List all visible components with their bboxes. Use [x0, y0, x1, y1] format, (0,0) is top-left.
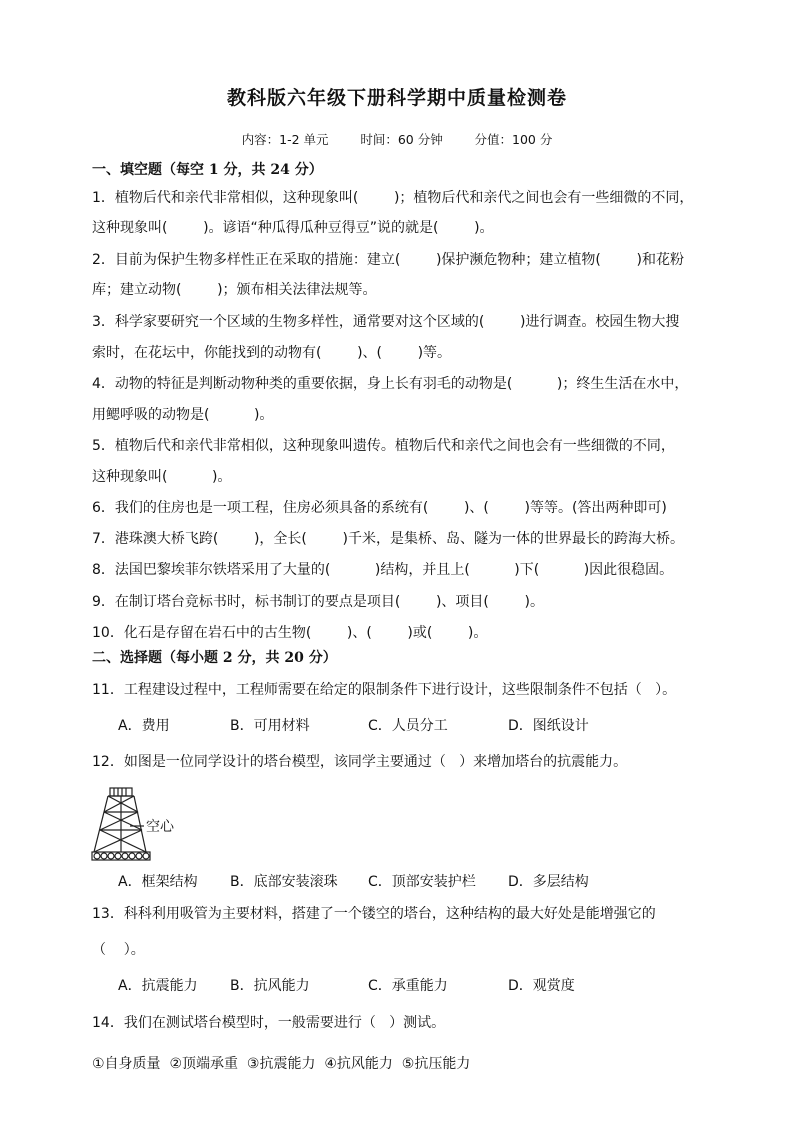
question-14-items: ①自身质量 ②顶端承重 ③抗震能力 ④抗风能力 ⑤抗压能力 — [92, 1056, 471, 1072]
q13-option-b: B．抗风能力 — [230, 978, 310, 994]
question-11: 11．工程建设过程中，工程师需要在给定的限制条件下进行设计，这些限制条件不包括（ ）。 — [92, 682, 677, 698]
question-4-line2: 用鳃呼吸的动物是( )。 — [92, 407, 274, 423]
question-8: 8．法国巴黎埃菲尔铁塔采用了大量的( )结构，并且上( )下( )因此很稳固。 — [92, 562, 674, 578]
question-2-line1: 2．目前为保护生物多样性正在采取的措施：建立( )保护濒危物种；建立植物( )和花粉 — [92, 252, 684, 268]
question-2-line2: 库；建立动物( )；颁布相关法律法规等。 — [92, 282, 377, 298]
figure-label: 空心 — [146, 819, 174, 835]
question-14: 14．我们在测试塔台模型时，一般需要进行（ ）测试。 — [92, 1015, 446, 1031]
q12-option-d: D．多层结构 — [508, 874, 589, 890]
q11-option-c: C．人员分工 — [368, 718, 448, 734]
question-5-line1: 5．植物后代和亲代非常相似，这种现象叫遗传。植物后代和亲代之间也会有一些细微的不同， — [92, 438, 675, 454]
question-4-line1: 4．动物的特征是判断动物种类的重要依据，身上长有羽毛的动物是( )；终生生活在水中， — [92, 376, 689, 392]
q12-option-a: A．框架结构 — [118, 874, 198, 890]
q12-option-c: C．顶部安装护栏 — [368, 874, 476, 890]
q13-option-d: D．观赏度 — [508, 978, 575, 994]
question-5-line2: 这种现象叫( )。 — [92, 469, 232, 485]
q11-option-b: B．可用材料 — [230, 718, 310, 734]
question-6: 6．我们的住房也是一项工程，住房必须具备的系统有( )、( )等等。(答出两种即可) — [92, 500, 667, 516]
q11-option-a: A．费用 — [118, 718, 170, 734]
question-13-line1: 13．科科利用吸管为主要材料，搭建了一个镂空的塔台，这种结构的最大好处是能增强它的 — [92, 906, 656, 922]
q13-option-a: A．抗震能力 — [118, 978, 198, 994]
question-13-line2: （ ）。 — [92, 942, 145, 958]
section-multiple-choice: 二、选择题（每小题 2 分，共 20 分） — [92, 650, 337, 666]
question-9: 9．在制订塔台竞标书时，标书制订的要点是项目( )、项目( )。 — [92, 594, 544, 610]
exam-meta: 内容：1-2 单元 时间：60 分钟 分值：100 分 — [241, 132, 553, 147]
tower-model-figure — [88, 786, 198, 866]
question-1-line2: 这种现象叫( )。谚语“种瓜得瓜种豆得豆”说的就是( )。 — [92, 220, 494, 236]
question-1-line1: 1．植物后代和亲代非常相似，这种现象叫( )；植物后代和亲代之间也会有一些细微的不同， — [92, 190, 694, 206]
question-3-line1: 3．科学家要研究一个区域的生物多样性，通常要对这个区域的( )进行调查。校园生物大搜 — [92, 314, 680, 330]
section-fill-blank: 一、填空题（每空 1 分，共 24 分） — [92, 162, 323, 178]
q11-option-d: D．图纸设计 — [508, 718, 589, 734]
q13-option-c: C．承重能力 — [368, 978, 448, 994]
page-title: 教科版六年级下册科学期中质量检测卷 — [226, 87, 567, 109]
question-3-line2: 索时，在花坛中，你能找到的动物有( )、( )等。 — [92, 345, 452, 361]
q12-option-b: B．底部安装滚珠 — [230, 874, 338, 890]
question-7: 7．港珠澳大桥飞跨( )，全长( )千米，是集桥、岛、隧为一体的世界最长的跨海大桥。 — [92, 531, 684, 547]
question-12: 12．如图是一位同学设计的塔台模型，该同学主要通过（ ）来增加塔台的抗震能力。 — [92, 754, 628, 770]
question-10: 10．化石是存留在岩石中的古生物( )、( )或( )。 — [92, 625, 488, 641]
